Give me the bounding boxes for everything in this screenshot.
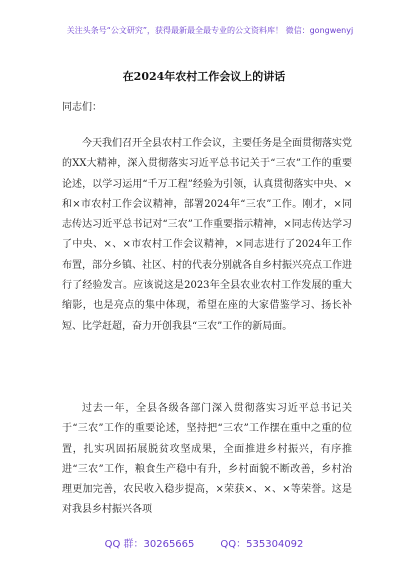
paragraph-1: 今天我们召开全县农村工作会议，主要任务是全面贯彻落实党的XX大精神，深入贯彻落实习近平总书记关于“三农”工作的重要论述，以学习运用“千万工程”经验为引领，认真贯彻落实中央、×和×市农村工作会议精神，部署2024年“三农”工作。刚才，×同志传达习近平总书记对“三农”工作重要指示精神，×同志传达学习了中央、×、×市农村工作会议精神，×同志进行了2024年工作布置，部分乡镇、社区、村的代表分别就各自乡村振兴亮点工作进行了经验发言。应该说这是2023年全县农业农村工作发展的重大缩影，也是亮点的集中体现，希望在座的大家借鉴学习、扬长补短、比学赶超，奋力开创我县“三农”工作的新局面。 xyxy=(62,138,352,332)
footer-qq: QQ：535304092 xyxy=(220,539,304,550)
greeting: 同志们： xyxy=(62,102,102,113)
footer-qq-group: QQ 群：30265665 xyxy=(104,539,195,550)
header-banner: 关注头条号“公文研究”，获得最新最全最专业的公文资料库！ 微信：gongwenyj xyxy=(66,26,354,35)
paragraph-2: 过去一年，全县各级各部门深入贯彻落实习近平总书记关于“三农”工作的重要论述，坚持把“三农”工作摆在重中之重的位置，扎实巩固拓展脱贫攻坚成果，全面推进乡村振兴，有序推进“三农”工作，粮食生产稳中有升，乡村面貌不断改善，乡村治理更加完善，农民收入稳步提高，×荣获×、×、×等荣誉。这是对我县乡村振兴各项 xyxy=(62,403,352,516)
document-title: 在2024年农村工作会议上的讲话 xyxy=(122,70,286,83)
footer-contact xyxy=(0,535,408,550)
